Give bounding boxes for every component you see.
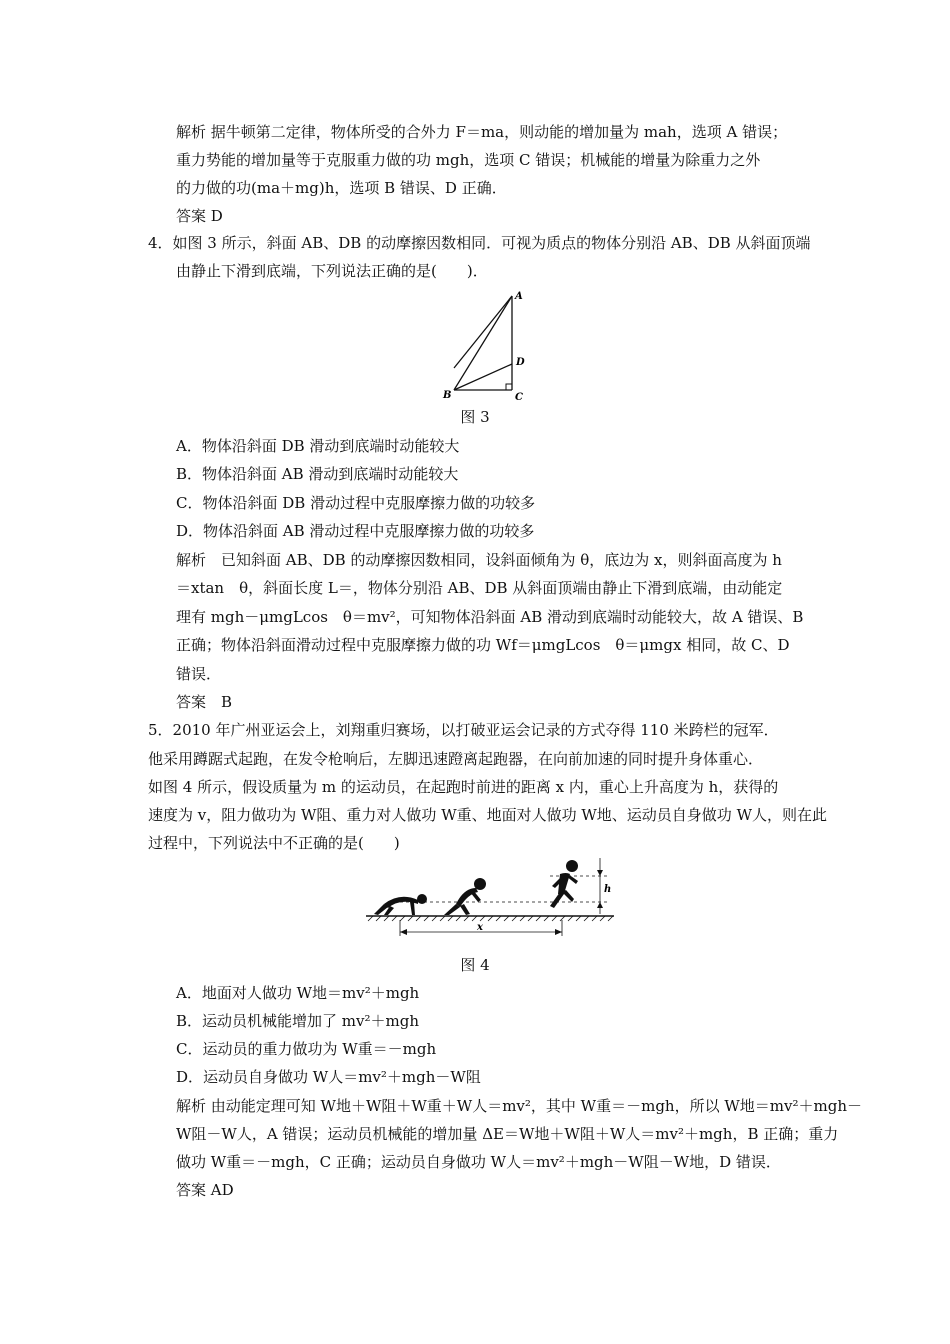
label-c: C	[515, 392, 523, 403]
label-b: B	[443, 390, 452, 401]
q3-analysis-line: 重力势能的增加量等于克服重力做的功 mgh，选项 C 错误；机械能的增量为除重力之外	[176, 151, 761, 169]
x-arrow-head-left	[400, 929, 407, 935]
figure-4-caption: 图 4	[460, 956, 490, 974]
q5-option-a: A．地面对人做功 W地＝mv²＋mgh	[176, 984, 420, 1002]
q5-option-d: D．运动员自身做功 W人＝mv²＋mgh－W阻	[176, 1068, 481, 1086]
q3-analysis-line: 解析 据牛顿第二定律，物体所受的合外力 F＝ma，则动能的增加量为 mah，选项 A 错误；	[176, 123, 788, 141]
runner-upright	[550, 860, 578, 908]
figure-3-caption: 图 3	[460, 408, 490, 426]
q5-stem-line: 他采用蹲踞式起跑，在发令枪响后，左脚迅速蹬离起跑器，在向前加速的同时提升身体重心．	[148, 750, 764, 768]
q3-answer: 答案 D	[176, 207, 223, 225]
q4-stem-line: 由静止下滑到底端，下列说法正确的是( )．	[176, 262, 488, 280]
q4-option-d: D．物体沿斜面 AB 滑动过程中克服摩擦力做的功较多	[176, 522, 535, 540]
runner-crouched	[374, 894, 427, 915]
x-arrow-head-right	[555, 929, 562, 935]
q4-option-a: A．物体沿斜面 DB 滑动到底端时动能较大	[176, 437, 460, 455]
figure-3-incline-diagram	[440, 286, 540, 406]
q4-analysis-line: 错误．	[176, 665, 222, 683]
label-d: D	[516, 357, 525, 368]
q4-stem-line: 4．如图 3 所示，斜面 AB、DB 的动摩擦因数相同．可视为质点的物体分别沿 AB、DB 从斜面顶端	[148, 234, 811, 252]
q4-answer: 答案 B	[176, 693, 233, 711]
q4-analysis-line: 正确；物体沿斜面滑动过程中克服摩擦力做的功 Wf＝μmgLcos θ＝μmgx 相同，故 C、D	[176, 636, 790, 654]
right-angle-mark	[506, 384, 512, 390]
q5-stem-line: 速度为 v，阻力做功为 W阻、重力对人做功 W重、地面对人做功 W地、运动员自身做功 W人，则在此	[148, 806, 827, 824]
figure-4-sprinter-diagram	[360, 852, 620, 942]
side-ab-full	[454, 296, 512, 390]
q5-option-b: B．运动员机械能增加了 mv²＋mgh	[176, 1012, 419, 1030]
q5-stem-line: 如图 4 所示，假设质量为 m 的运动员，在起跑时前进的距离 x 内，重心上升高度为 h，获得的	[148, 778, 779, 796]
q5-stem-line: 过程中，下列说法中不正确的是( )	[148, 834, 400, 852]
q4-analysis-line: 解析 已知斜面 AB、DB 的动摩擦因数相同，设斜面倾角为 θ，底边为 x，则斜面高度为 h	[176, 551, 782, 569]
h-arrow-head-bottom	[597, 902, 603, 908]
q4-option-b: B．物体沿斜面 AB 滑动到底端时动能较大	[176, 465, 459, 483]
q4-analysis-line: ＝xtan θ，斜面长度 L＝，物体分别沿 AB、DB 从斜面顶端由静止下滑到底端，由动能定	[176, 579, 783, 597]
h-arrow-head-top	[597, 870, 603, 876]
label-h: h	[604, 884, 612, 895]
runner-rising	[444, 878, 486, 915]
q5-analysis-line: 做功 W重＝－mgh，C 正确；运动员自身做功 W人＝mv²＋mgh－W阻－W地，D 错误．	[176, 1153, 781, 1171]
q5-answer: 答案 AD	[176, 1181, 234, 1199]
q4-analysis-line: 理有 mgh－μmgLcos θ＝mv²，可知物体沿斜面 AB 滑动到底端时动能较大，故 A 错误、B	[176, 608, 804, 626]
q3-analysis-line: 的力做的功(ma＋mg)h，选项 B 错误、D 正确．	[176, 179, 507, 197]
q5-analysis-line: 解析 由动能定理可知 W地＋W阻＋W重＋W人＝mv²，其中 W重＝－mgh，所以 W地＝mv²＋mgh－	[176, 1097, 862, 1115]
label-a: A	[515, 291, 523, 302]
q4-option-c: C．物体沿斜面 DB 滑动过程中克服摩擦力做的功较多	[176, 494, 536, 512]
q5-stem-line: 5．2010 年广州亚运会上，刘翔重归赛场，以打破亚运会记录的方式夺得 110 米跨栏的冠军．	[148, 721, 779, 739]
q5-option-c: C．运动员的重力做功为 W重＝－mgh	[176, 1040, 437, 1058]
label-x: x	[477, 922, 483, 933]
q5-analysis-line: W阻－W人，A 错误；运动员机械能的增加量 ΔE＝W地＋W阻＋W人＝mv²＋mgh，B 正确；重力	[176, 1125, 839, 1143]
side-ab	[454, 296, 512, 368]
